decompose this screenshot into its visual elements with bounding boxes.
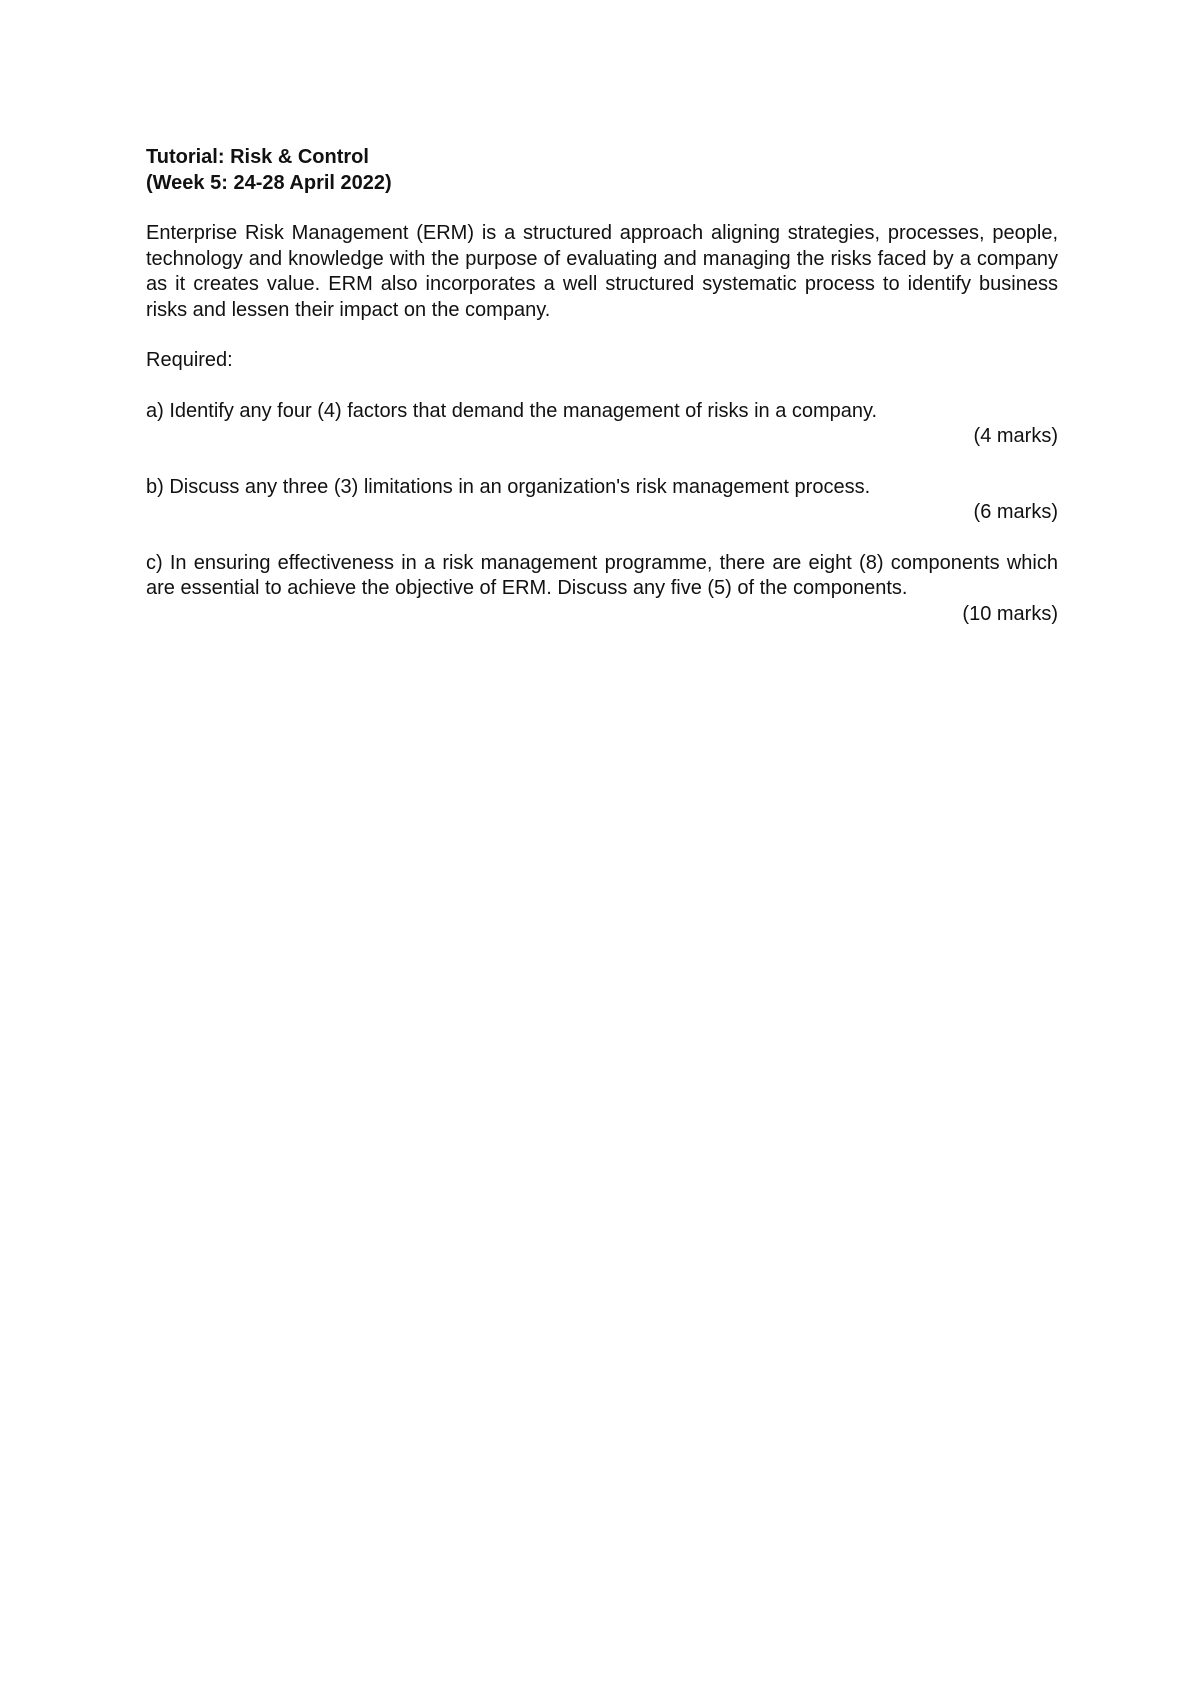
document-content	[146, 145, 1058, 627]
question-marks: (10 marks)	[962, 602, 1058, 625]
required-label: Required:	[146, 349, 233, 371]
page-subtitle: (Week 5: 24-28 April 2022)	[146, 171, 392, 194]
title-block	[146, 145, 1058, 196]
question-text: c) In ensuring effectiveness in a risk management programme, there are eight (8) components which are essential to achieve the objective of ERM. Discuss any five (5) of the components.	[146, 551, 1058, 599]
question-marks: (4 marks)	[973, 425, 1058, 447]
question-text: a) Identify any four (4) factors that demand the management of risks in a company.	[146, 399, 878, 422]
question-a	[146, 399, 1058, 450]
page-title: Tutorial: Risk & Control	[146, 146, 369, 168]
question-c	[146, 551, 1058, 628]
intro-paragraph: Enterprise Risk Management (ERM) is a structured approach aligning strategies, processes, people, technology and knowledge with the purpose of evaluating and managing the risks faced by a company as it creates value. ERM also incorporates a well structured systematic process to identify business risks and lessen their impact on the company.	[146, 222, 1058, 321]
question-text: b) Discuss any three (3) limitations in an organization's risk management process.	[146, 475, 871, 498]
question-marks: (6 marks)	[973, 501, 1058, 523]
question-b	[146, 475, 1058, 526]
